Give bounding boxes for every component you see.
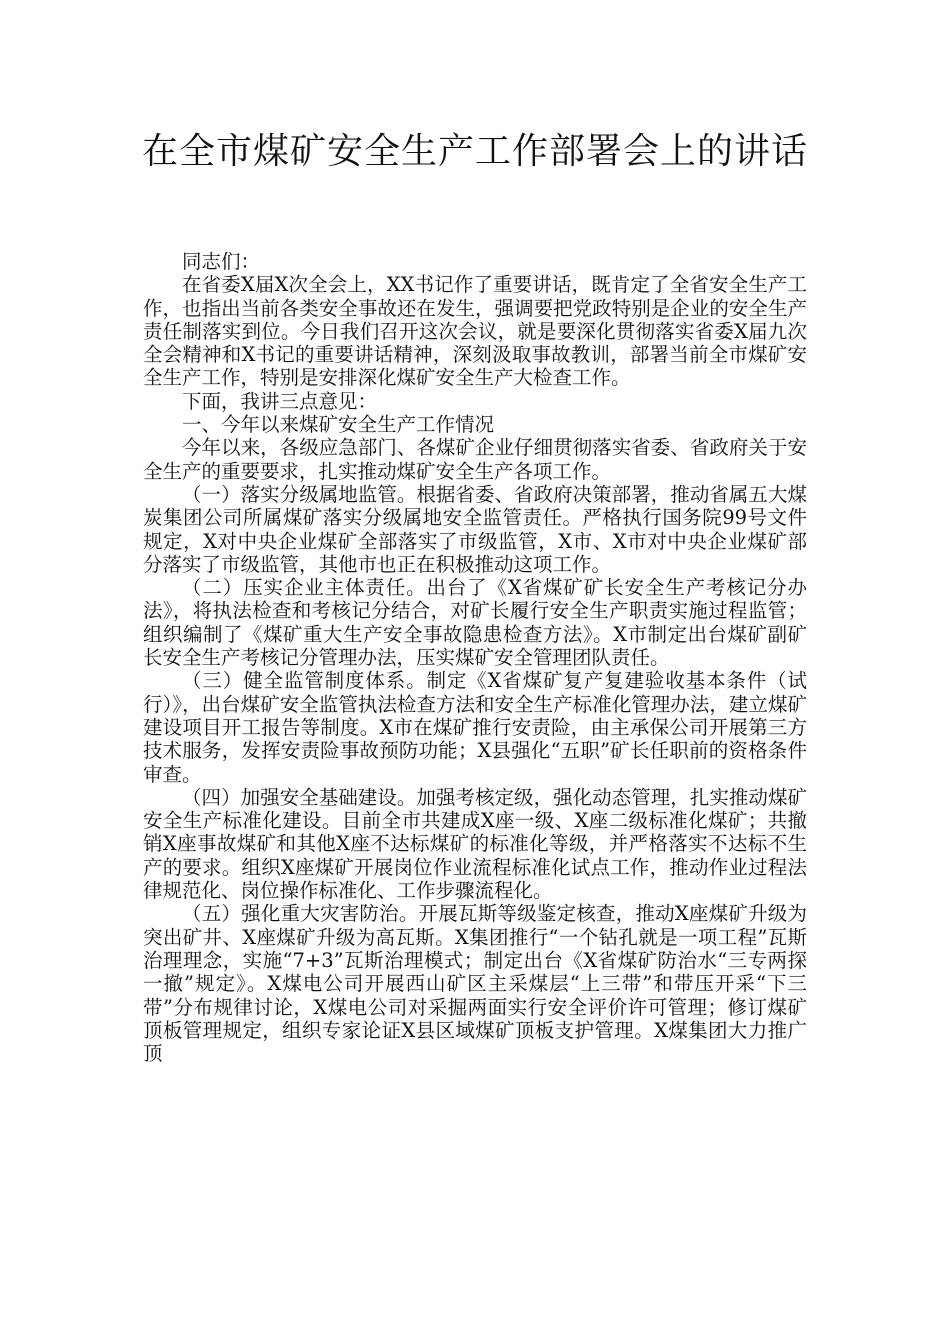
paragraph: （五）强化重大灾害防治。开展瓦斯等级鉴定核查，推动X座煤矿升级为突出矿井、X座煤矿升级为高瓦斯。X集团推行“一个钻孔就是一项工程”瓦斯治理理念，实施“7+3”瓦斯治理模式；制定出台《X省煤矿防治水“三专两探一撤”规定》。X煤电公司开展西山矿区主采煤层“上三带”和带压开采“下三带”分布规律讨论，X煤电公司对采掘两面实行安全评价许可管理；修订煤矿顶板管理规定，组织专家论证X县区域煤矿顶板支护管理。X煤集团大力推广顶 (143, 902, 807, 1066)
paragraph: （一）落实分级属地监管。根据省委、省政府决策部署，推动省属五大煤炭集团公司所属煤矿落实分级属地安全监管责任。严格执行国务院99号文件规定，X对中央企业煤矿全部落实了市级监管，X市、X市对中央企业煤矿部分落实了市级监管，其他市也正在积极推动这项工作。 (143, 482, 807, 576)
document-body (143, 250, 807, 1065)
paragraph: （四）加强安全基础建设。加强考核定级，强化动态管理，扎实推动煤矿安全生产标准化建设。目前全市共建成X座一级、X座二级标准化煤矿；共撤销X座事故煤矿和其他X座不达标煤矿的标准化等级，并严格落实不达标不生产的要求。组织X座煤矿开展岗位作业流程标准化试点工作，推动作业过程法律规范化、岗位操作标准化、工作步骤流程化。 (143, 785, 807, 903)
document-title: 在全市煤矿安全生产工作部署会上的讲话 (141, 131, 808, 172)
section-heading: 一、今年以来煤矿安全生产工作情况 (182, 413, 495, 437)
salutation: 同志们： (182, 250, 261, 273)
paragraph: 下面，我讲三点意见： (182, 389, 378, 413)
paragraph: 今年以来，各级应急部门、各煤矿企业仔细贯彻落实省委、省政府关于安全生产的重要要求，扎实推动煤矿安全生产各项工作。 (143, 436, 807, 483)
paragraph: （三）健全监管制度体系。制定《X省煤矿复产复建验收基本条件（试行）》，出台煤矿安全监管执法检查方法和安全生产标准化管理办法，建立煤矿建设项目开工报告等制度。X市在煤矿推行安责险，由主承保公司开展第三方技术服务，发挥安责险事故预防功能；X县强化“五职”矿长任职前的资格条件审查。 (143, 669, 807, 786)
paragraph: （二）压实企业主体责任。出台了《X省煤矿矿长安全生产考核记分办法》，将执法检查和考核记分结合，对矿长履行安全生产职责实施过程监管；组织编制了《煤矿重大生产安全事故隐患检查方法》。X市制定出台煤矿副矿长安全生产考核记分管理办法，压实煤矿安全管理团队责任。 (143, 576, 807, 670)
paragraph: 在省委X届X次全会上，XX书记作了重要讲话，既肯定了全省安全生产工作，也指出当前各类安全事故还在发生，强调要把党政特别是企业的安全生产责任制落实到位。今日我们召开这次会议，就是要深化贯彻落实省委X届九次全会精神和X书记的重要讲话精神，深刻汲取事故教训，部署当前全市煤矿安全生产工作，特别是安排深化煤矿安全生产大检查工作。 (143, 273, 807, 390)
